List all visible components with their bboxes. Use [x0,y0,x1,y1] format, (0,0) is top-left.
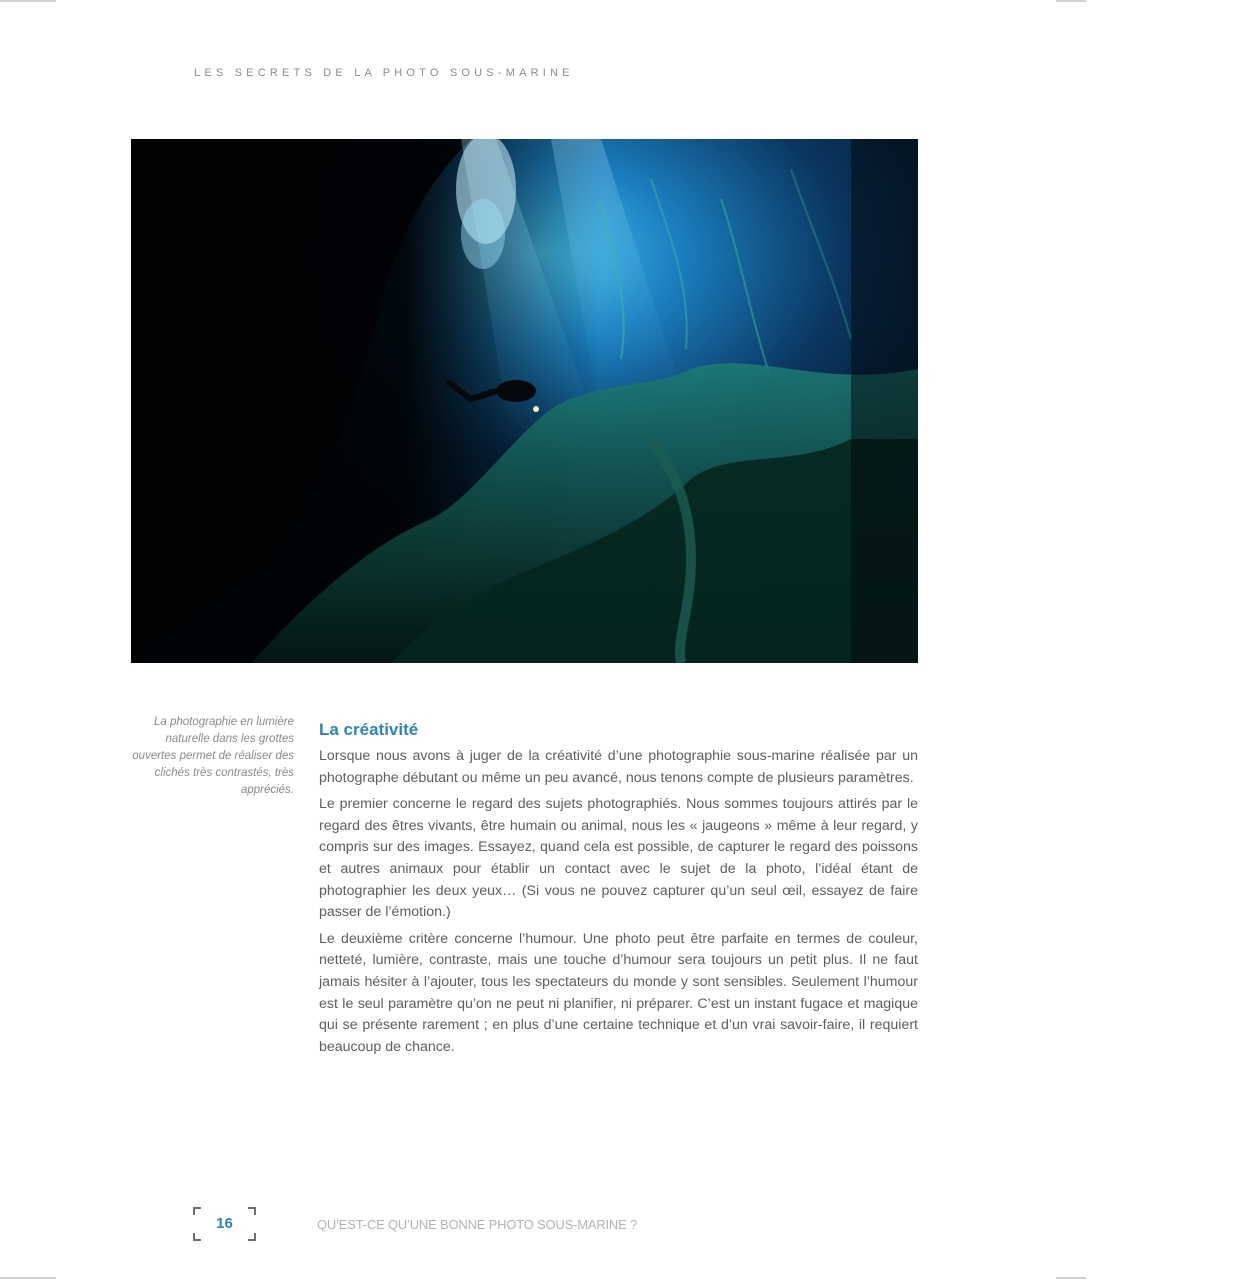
cave-diver-illustration [131,139,918,663]
running-header: LES SECRETS DE LA PHOTO SOUS-MARINE [194,67,574,79]
paragraph-intro: Lorsque nous avons à juger de la créativité d’une photographie sous-marine réalisée par un photographe débutant ou même un peu avancé, nous tenons compte de plusieurs paramètres. [319,748,918,786]
photo-caption: La photographie en lumière naturelle dans les grottes ouvertes permet de réaliser des clichés très contrastés, très appréciés. [132,716,294,796]
section-title: La créativité [319,720,419,739]
crop-mark-top-left [0,0,56,2]
paragraph-humour: Le deuxième critère concerne l’humour. Une photo peut être parfaite en termes de couleur, netteté, lumière, contraste, mais une touche d’humour sera toujours un petit plus. Il ne faut jamais hésiter à l’ajouter, tous les spectateurs du monde y sont sensibles. Seulement l’humour est le seul paramètre qu’on ne peut ni planifier, ni préparer. C’est un instant fugace et magique qui se présente rarement ; en plus d’une certaine technique et d’un vrai savoir-faire, il requiert beaucoup de chance. [319,930,918,1055]
underwater-cave-photo [131,139,918,663]
page-folio [193,1207,256,1241]
page-number: 16 [216,1215,233,1232]
article-body [319,719,918,1063]
crop-mark-bottom-left [0,1277,56,1279]
crop-mark-top-right [1056,0,1086,2]
paragraph-regard: Le premier concerne le regard des sujets photographiés. Nous sommes toujours attirés par le regard des êtres vivants, être humain ou animal, nous les « jaugeons » même à leur regard, y compris sur des images. Essayez, quand cela est possible, de capturer le regard des poissons et autres animaux pour établir un contact avec le sujet de la photo, l’idéal étant de photographier les deux yeux… (Si vous ne pouvez capturer qu’un seul œil, essayez de faire passer de l’émotion.) [319,796,918,921]
running-footer: QU’EST-CE QU’UNE BONNE PHOTO SOUS-MARINE ? [317,1217,638,1232]
crop-mark-bottom-right [1056,1277,1086,1279]
